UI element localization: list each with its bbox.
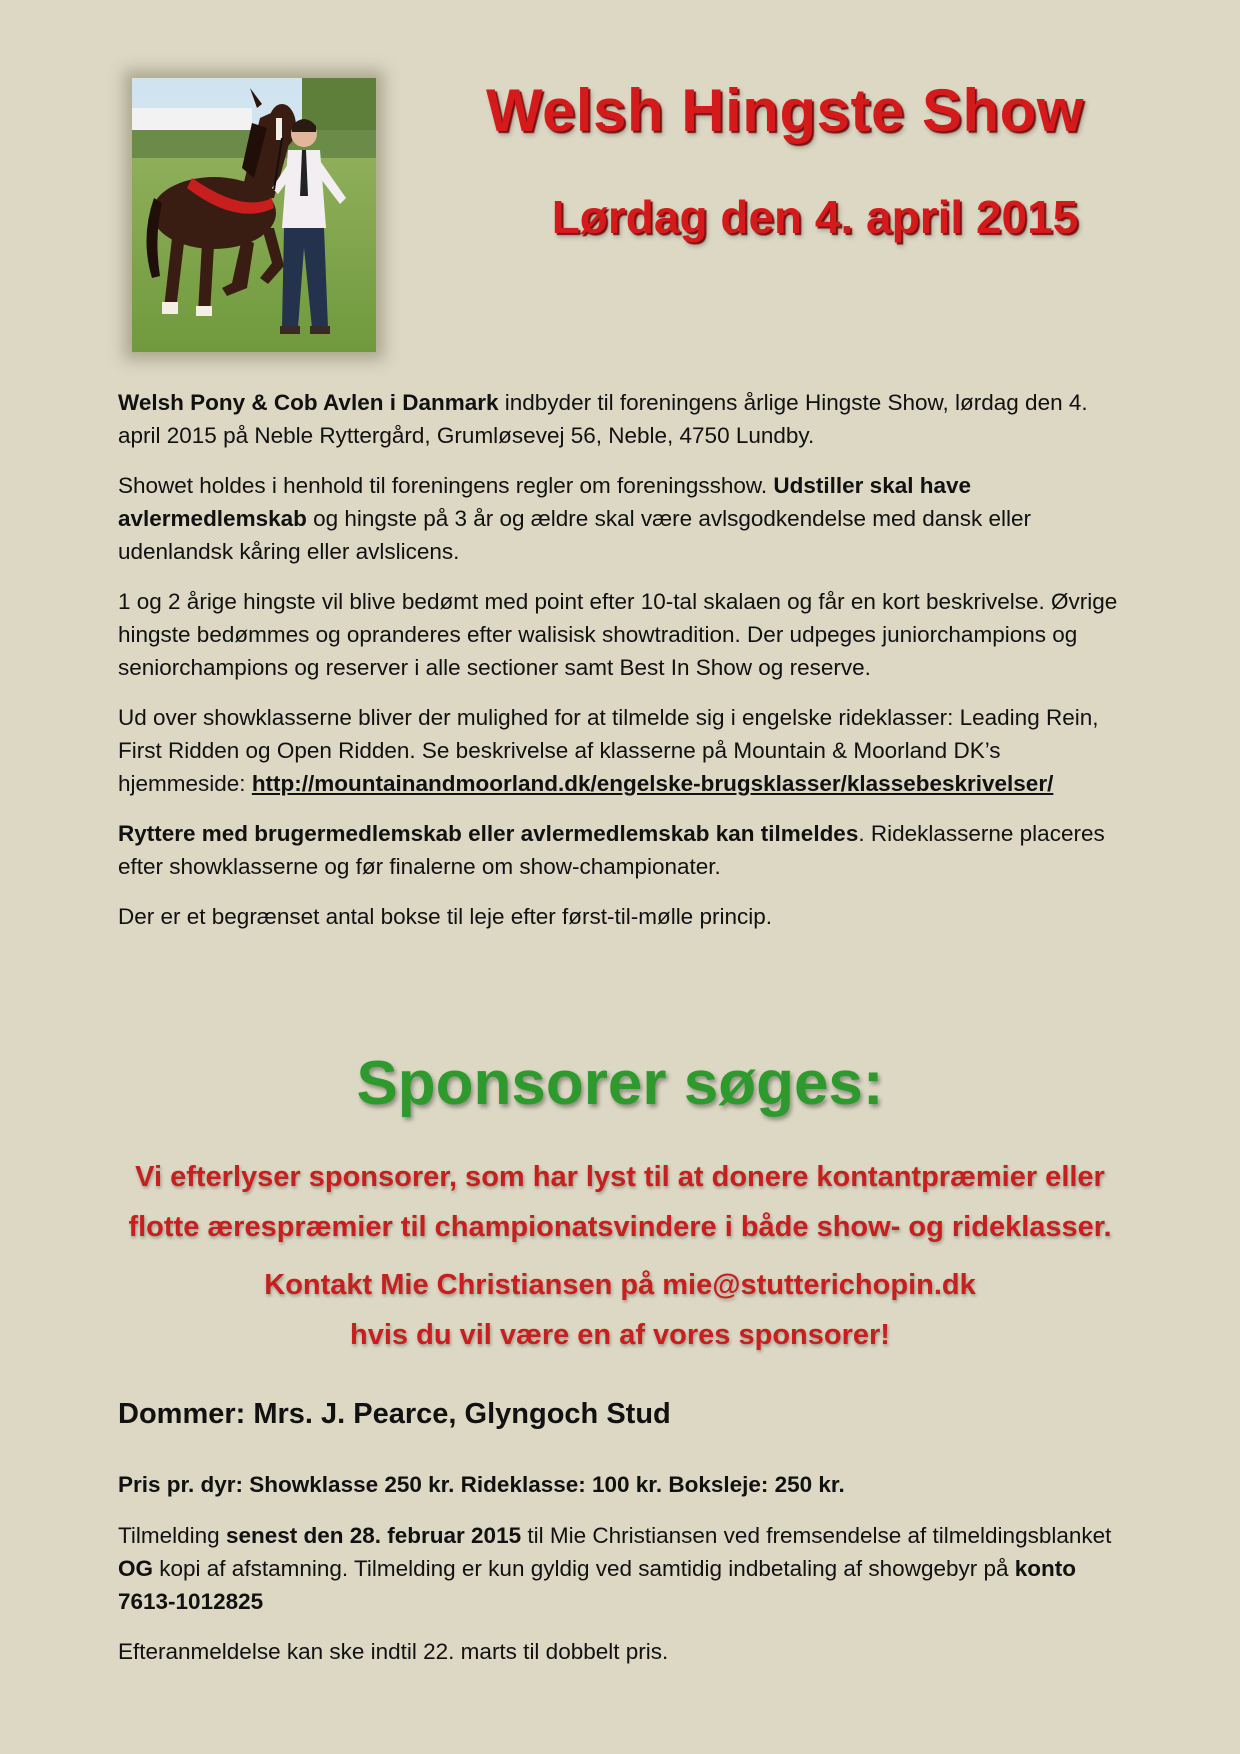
boxes-paragraph: Der er et begrænset antal bokse til leje efter først-til-mølle princip. <box>118 904 772 929</box>
intro-text: indbyder til foreningens årlige Hingste Show, lørdag den 4. april 2015 på Neble Ryttergård, Grumløsevej 56, Neble, 4750 Lundby. <box>118 390 1088 448</box>
horse-and-handler-image <box>132 78 376 352</box>
sponsor-line-1: Vi efterlyser sponsorer, som har lyst til at donere kontantpræmier eller <box>135 1161 1105 1193</box>
rules-text-1: Showet holdes i henhold til foreningens regler om foreningsshow. <box>118 473 774 498</box>
registration-account: konto 7613-1012825 <box>118 1556 1077 1614</box>
registration-paragraph <box>118 1519 1128 1618</box>
event-date: Lørdag den 4. april 2015 <box>551 191 1079 243</box>
mountain-moorland-link[interactable]: http://mountainandmoorland.dk/engelske-brugsklasser/klassebeskrivelser/ <box>251 771 1054 796</box>
judging-paragraph: 1 og 2 årige hingste vil blive bedømt med point efter 10-tal skalaen og får en kort beskrivelse. Øvrige hingste bedømmes og opranderes efter walisisk showtradition. Der udpeges juniorchampions og seniorchampions og reserver i alle sectioner samt Best In Show og reserve. <box>118 589 1118 680</box>
rules-paragraph <box>118 469 1128 568</box>
sponsor-heading: Sponsorer søges: <box>356 1049 884 1118</box>
riding-paragraph <box>118 701 1128 800</box>
sponsor-contact-line-2: hvis du vil være en af vores sponsorer! <box>350 1319 890 1351</box>
sponsor-request <box>60 1152 1180 1252</box>
rules-text-2: og hingste på 3 år og ældre skal være avlsgodkendelse med dansk eller udenlandsk kåring eller avlslicens. <box>118 506 1032 564</box>
horse-photo <box>132 78 376 352</box>
late-registration: Efteranmeldelse kan ske indtil 22. marts til dobbelt pris. <box>118 1639 669 1664</box>
sponsor-contact-line-1: Kontakt Mie Christiansen på mie@stutterichopin.dk <box>264 1269 976 1301</box>
intro-paragraph <box>118 386 1128 452</box>
event-title: Welsh Hingste Show <box>486 77 1084 144</box>
registration-text-1: Tilmelding <box>118 1523 226 1548</box>
price-info: Pris pr. dyr: Showklasse 250 kr. Rideklasse: 100 kr. Boksleje: 250 kr. <box>118 1472 845 1497</box>
riders-bold: Ryttere med brugermedlemskab eller avlermedlemskab kan tilmeldes <box>118 821 859 846</box>
rules-bold: Udstiller skal have avlermedlemskab <box>118 473 972 531</box>
registration-text-2: til Mie Christiansen ved fremsendelse af tilmeldingsblanket <box>521 1523 1112 1548</box>
riders-text: . Rideklasserne placeres efter showklasserne og før finalerne om show-championater. <box>118 821 1105 879</box>
registration-text-3: kopi af afstamning. Tilmelding er kun gyldig ved samtidig indbetaling af showgebyr på <box>153 1556 1015 1581</box>
organization-name: Welsh Pony & Cob Avlen i Danmark <box>118 390 499 415</box>
riders-paragraph <box>118 817 1128 883</box>
riding-text: Ud over showklasserne bliver der mulighed for at tilmelde sig i engelske rideklasser: Leading Rein, First Ridden og Open Ridden. Se beskrivelse af klasserne på Mountain & Moorland DK’s hjemmeside: <box>118 705 1099 796</box>
sponsor-contact <box>60 1260 1180 1360</box>
registration-og: OG <box>118 1556 154 1581</box>
event-description <box>118 386 1128 950</box>
registration-deadline: senest den 28. februar 2015 <box>225 1523 522 1548</box>
sponsor-line-2: flotte ærespræmier til championatsvindere i både show- og rideklasser. <box>128 1211 1112 1243</box>
judge-info: Dommer: Mrs. J. Pearce, Glyngoch Stud <box>118 1398 671 1430</box>
registration-info <box>118 1468 1128 1685</box>
